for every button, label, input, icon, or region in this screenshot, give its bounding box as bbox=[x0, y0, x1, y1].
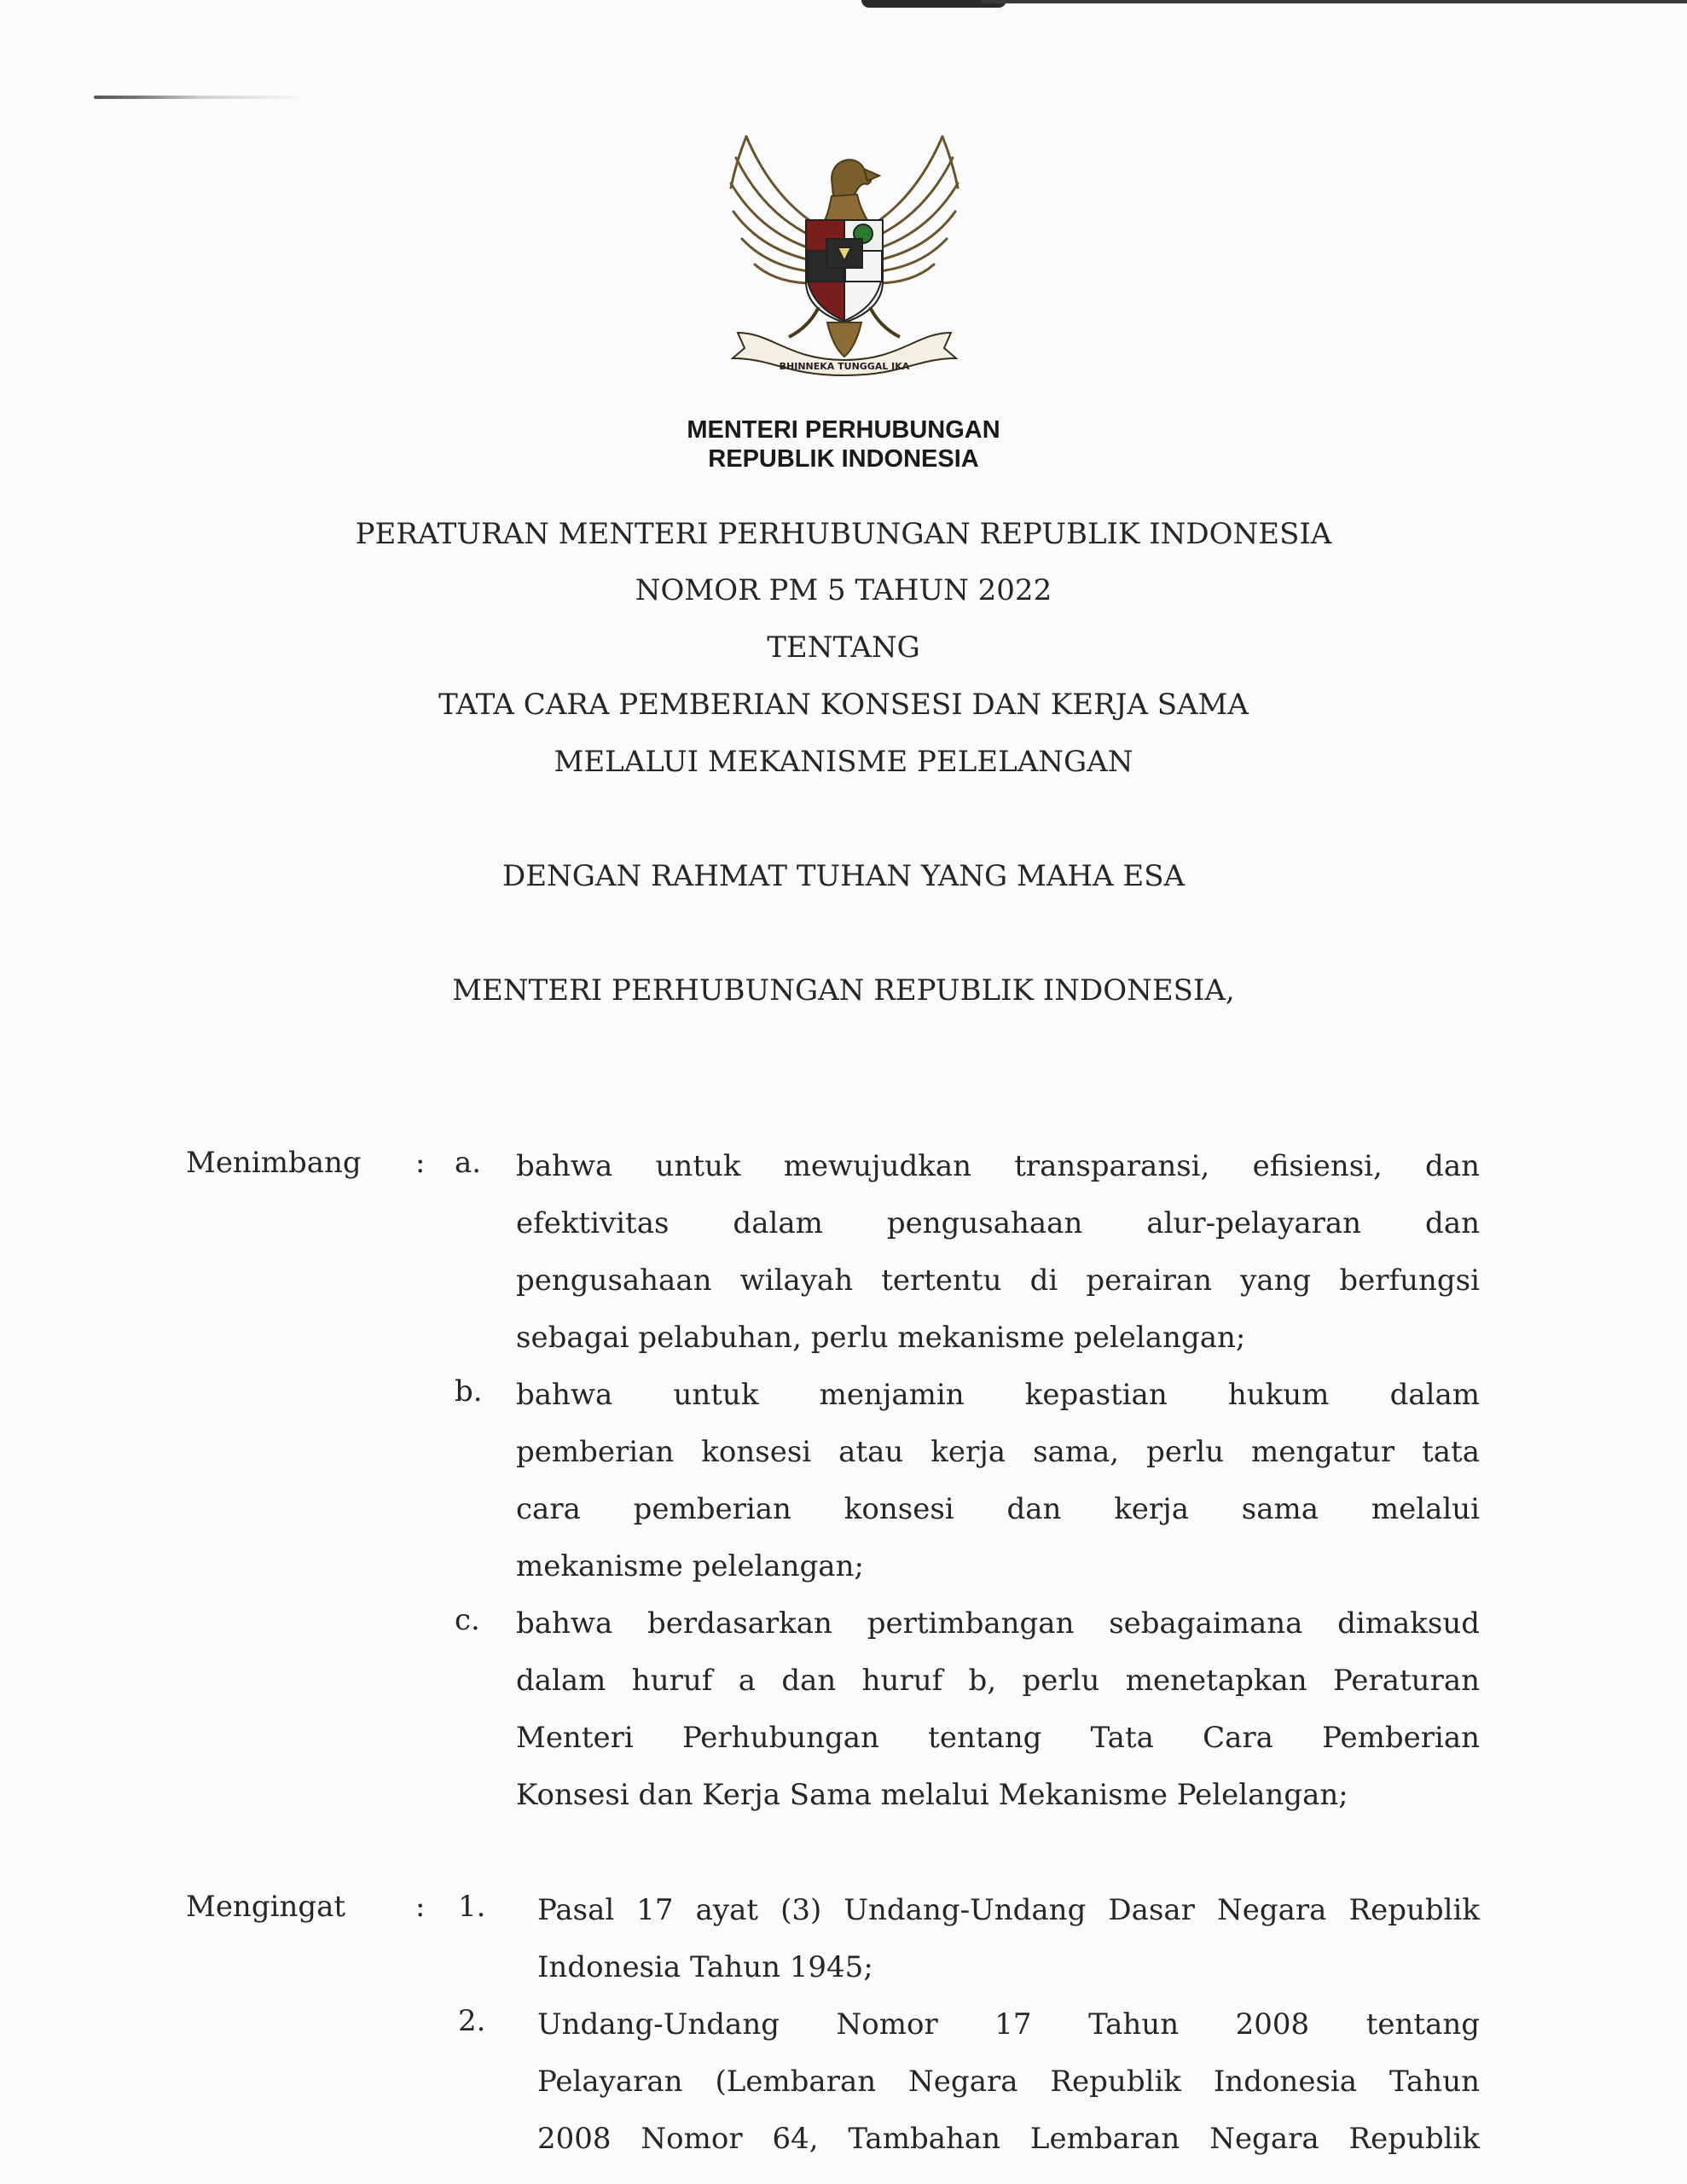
text-line: 2008 Nomor 64, Tambahan Lembaran Negara Republik bbox=[537, 2122, 1480, 2156]
mengingat-item-1 bbox=[537, 1882, 1480, 1996]
menimbang-item-c bbox=[516, 1595, 1480, 1824]
menimbang-item-a bbox=[516, 1138, 1480, 1367]
text-line: Konsesi dan Kerja Sama melalui Mekanisme Pelelangan; bbox=[516, 1778, 1348, 1812]
regulation-about: TENTANG bbox=[767, 630, 920, 665]
text-line: pemberian konsesi atau kerja sama, perlu mengatur tata bbox=[516, 1435, 1480, 1469]
official-designation: MENTERI PERHUBUNGAN REPUBLIK INDONESIA, bbox=[452, 973, 1235, 1008]
menimbang-item-c-marker: c. bbox=[455, 1603, 480, 1637]
invocation: DENGAN RAHMAT TUHAN YANG MAHA ESA bbox=[501, 859, 1186, 893]
emblem-motto: BHINNEKA TUNGGAL IKA bbox=[779, 361, 910, 372]
menimbang-item-a-marker: a. bbox=[455, 1146, 482, 1180]
text-line: Pelayaran (Lembaran Negara Republik Indonesia Tahun bbox=[537, 2065, 1480, 2099]
menimbang-item-b-marker: b. bbox=[455, 1374, 483, 1409]
regulation-subject-line-2: MELALUI MEKANISME PELELANGAN bbox=[554, 745, 1133, 779]
menimbang-colon: : bbox=[415, 1146, 426, 1180]
text-line: pengusahaan wilayah tertentu di perairan yang berfungsi bbox=[516, 1263, 1480, 1298]
mengingat-label: Mengingat bbox=[186, 1890, 346, 1924]
garuda-pancasila-emblem bbox=[712, 119, 977, 384]
mengingat-colon: : bbox=[415, 1890, 426, 1924]
regulation-subject-line-1: TATA CARA PEMBERIAN KONSESI DAN KERJA SAMA bbox=[438, 688, 1249, 722]
text-line: bahwa untuk menjamin kepastian hukum dalam bbox=[516, 1378, 1480, 1412]
text-line: Pasal 17 ayat (3) Undang-Undang Dasar Negara Republik bbox=[537, 1893, 1480, 1927]
text-line: bahwa untuk mewujudkan transparansi, efisiensi, dan bbox=[516, 1149, 1480, 1183]
text-line: bahwa berdasarkan pertimbangan sebagaimana dimaksud bbox=[516, 1606, 1480, 1641]
scan-edge-line bbox=[981, 0, 1687, 3]
text-line: mekanisme pelelangan; bbox=[516, 1549, 864, 1583]
regulation-title: PERATURAN MENTERI PERHUBUNGAN REPUBLIK INDONESIA bbox=[355, 517, 1332, 551]
mengingat-item-2 bbox=[537, 1996, 1480, 2168]
text-line: Undang-Undang Nomor 17 Tahun 2008 tentang bbox=[537, 2007, 1480, 2042]
text-line: cara pemberian konsesi dan kerja sama melalui bbox=[516, 1492, 1480, 1526]
menimbang-label: Menimbang bbox=[186, 1146, 362, 1180]
mengingat-item-1-marker: 1. bbox=[458, 1890, 486, 1924]
ministry-country: REPUBLIK INDONESIA bbox=[708, 445, 979, 473]
text-line: sebagai pelabuhan, perlu mekanisme pelelangan; bbox=[516, 1321, 1246, 1355]
mengingat-item-2-marker: 2. bbox=[458, 2004, 486, 2038]
scan-artifact-left bbox=[94, 96, 307, 99]
text-line: efektivitas dalam pengusahaan alur-pelayaran dan bbox=[516, 1206, 1480, 1240]
text-line: Menteri Perhubungan tentang Tata Cara Pemberian bbox=[516, 1721, 1480, 1755]
text-line: Indonesia Tahun 1945; bbox=[537, 1950, 873, 1984]
regulation-number: NOMOR PM 5 TAHUN 2022 bbox=[635, 573, 1052, 607]
ministry-name: MENTERI PERHUBUNGAN bbox=[687, 416, 1000, 444]
menimbang-item-b bbox=[516, 1367, 1480, 1595]
text-line: dalam huruf a dan huruf b, perlu menetapkan Peraturan bbox=[516, 1664, 1480, 1698]
